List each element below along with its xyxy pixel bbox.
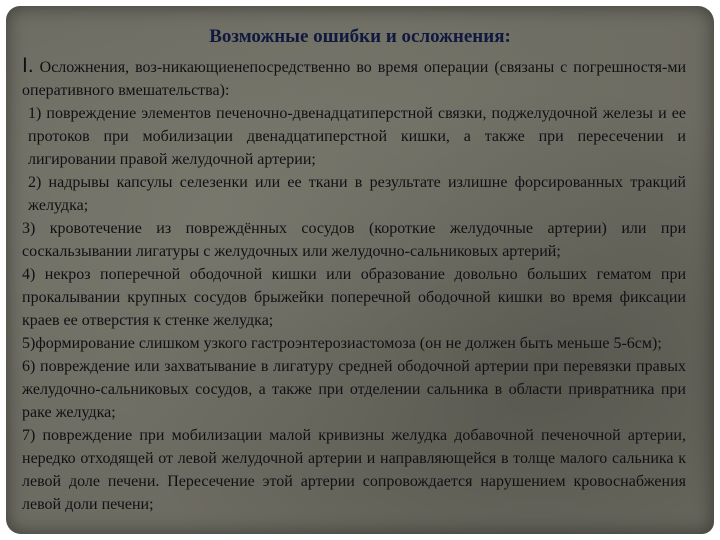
list-item-7: 7) повреждение при мобилизации малой кривизны желудка добавочной печеночной артерии, нередко отходящей от левой желудочной артерии и направляющейся в толще малого сальника к левой доле печени. Пересечение этой артерии сопровождается нарушением кровоснабжения левой доли печени; (22, 427, 686, 513)
list-item-4: 4) некроз поперечной ободочной кишки или образование довольно больших гематом при прокалывании крупных сосудов брыжейки поперечной ободочной кишки во время фиксации краев ее отверстия к стенке желудка; (22, 266, 686, 329)
slide-body (22, 54, 686, 516)
list-item-3: 3) кровотечение из повреждённых сосудов (короткие желудочные артерии) или при соскальзывании лигатуры с желудочных или желудочно-сальниковых артерий; (22, 220, 686, 260)
list-item-1: 1) повреждение элементов печеночно-двенадцатиперстной связки, поджелудочной железы и ее протоков при мобилизации двенадцатиперстной кишки, а также при пересечении и лигировании правой желудочной артерии; (28, 105, 686, 168)
section-heading (22, 54, 686, 102)
list-item-6: 6) повреждение или захватывание в лигатуру средней ободочной артерии при перевязки правых желудочно-сальниковых сосудов, а также при отделении сальника в области привратника при раке желудка; (22, 358, 686, 421)
slide-title: Возможные ошибки и осложнения: (209, 26, 511, 47)
section-number: I. (22, 54, 34, 77)
section-text: Осложнения, воз-никающиенепосредственно во время операции (связаны с погрешностя-ми оперативного вмешательства): (22, 59, 686, 99)
list-item-5: 5)формирование слишком узкого гастроэнтерозиастомоза (он не должен быть меньше 5-6см); (22, 335, 662, 352)
list-item-2: 2) надрывы капсулы селезенки или ее ткани в результате излишне форсированных тракций желудка; (28, 174, 686, 214)
